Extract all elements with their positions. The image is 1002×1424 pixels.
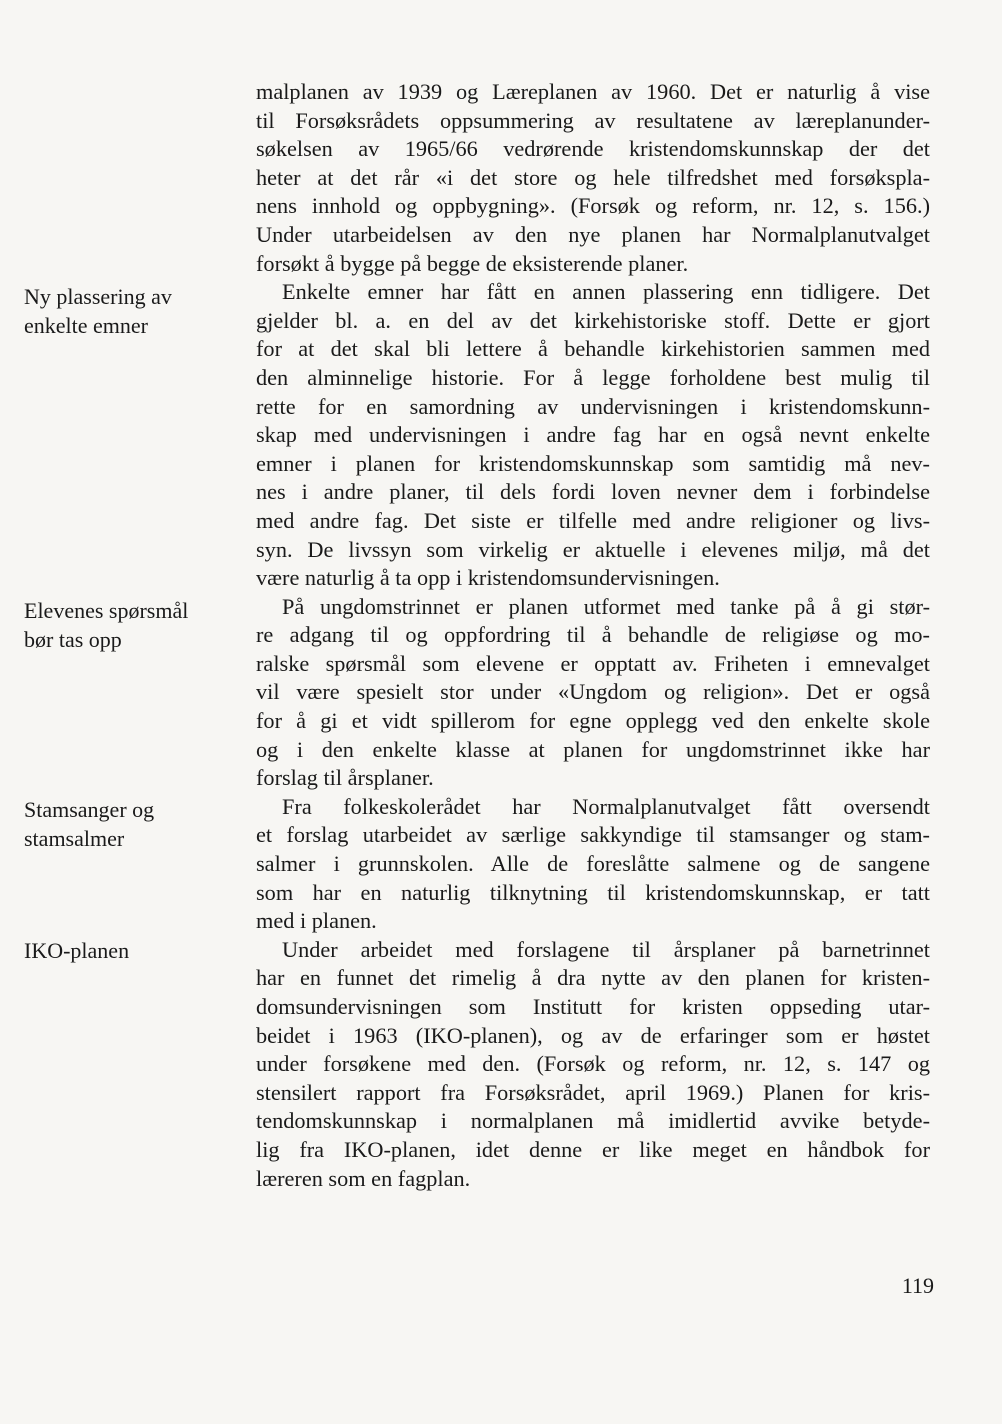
text-line: nens innhold og oppbygning». (Forsøk og reform, nr. 12, s. 156.) <box>256 193 930 219</box>
text-line: På ungdomstrinnet er planen utformet med tanke på å gi stør- <box>282 593 930 619</box>
text-line: Enkelte emner har fått en annen plassering enn tidligere. Det <box>282 279 930 305</box>
text-line: Fra folkeskolerådet har Normalplanutvalget fått oversendt <box>282 793 930 819</box>
paragraph-iko-planen <box>256 936 930 1193</box>
text-line: søkelsen av 1965/66 vedrørende kristendomskunnskap der det <box>256 136 930 162</box>
paragraph-intro <box>256 78 930 278</box>
text-line: for å gi et vidt spillerom for egne opplegg ved den enkelte skole <box>256 708 930 734</box>
text-line: læreren som en fagplan. <box>256 1165 471 1191</box>
text-line: forsøkt å bygge på begge de eksisterende planer. <box>256 250 689 276</box>
text-line: med i planen. <box>256 908 377 934</box>
text-line: Under arbeidet med forslagene til årsplaner på barnetrinnet <box>282 936 930 962</box>
text-line: et forslag utarbeidet av særlige sakkyndige til stamsanger og stam- <box>256 822 930 848</box>
text-line: skap med undervisningen i andre fag har en også nevnt enkelte <box>256 422 930 448</box>
text-line: med andre fag. Det siste er tilfelle med andre religioner og livs- <box>256 507 930 533</box>
text-line: salmer i grunnskolen. Alle de foreslåtte salmene og de sangene <box>256 851 930 877</box>
text-line: stensilert rapport fra Forsøksrådet, april 1969.) Planen for kris- <box>256 1079 930 1105</box>
text-line: re adgang til og oppfordring til å behandle de religiøse og mo- <box>256 622 930 648</box>
margin-note-line: stamsalmer <box>24 825 125 851</box>
text-line: til Forsøksrådets oppsummering av resultatene av læreplanunder- <box>256 107 930 133</box>
paragraph-ny-plassering <box>256 278 930 593</box>
text-line: og i den enkelte klasse at planen for ungdomstrinnet ikke har <box>256 736 930 762</box>
text-line: som har en naturlig tilknytning til kristendomskunnskap, er tatt <box>256 879 930 905</box>
text-line: for at det skal bli lettere å behandle kirkehistorien sammen med <box>256 336 930 362</box>
text-line: forslag til årsplaner. <box>256 765 434 791</box>
text-line: den alminnelige historie. For å legge forholdene best mulig til <box>256 364 930 390</box>
margin-note-elevenes-sporsmal <box>24 597 224 654</box>
text-line: tendomskunnskap i normalplanen må imidlertid avvike betyde- <box>256 1108 930 1134</box>
text-line: Under utarbeidelsen av den nye planen har Normalplanutvalget <box>256 221 930 247</box>
text-line: malplanen av 1939 og Læreplanen av 1960. Det er naturlig å vise <box>256 79 930 104</box>
margin-note-line: Stamsanger og <box>24 797 155 822</box>
paragraph-stamsanger <box>256 793 930 936</box>
text-line: domsundervisningen som Institutt for kristen oppseding utar- <box>256 994 930 1019</box>
margin-note-ny-plassering <box>24 283 224 340</box>
text-line: rette for en samordning av undervisningen i kristendomskunn- <box>256 393 930 419</box>
text-line: ralske spørsmål som elevene er opptatt av. Friheten i emnevalget <box>256 650 930 676</box>
margin-note-iko-planen <box>24 937 224 966</box>
text-line: gjelder bl. a. en del av det kirkehistoriske stoff. Dette er gjort <box>256 307 930 333</box>
margin-note-line: Elevenes spørsmål <box>24 598 189 623</box>
margin-note-line: enkelte emner <box>24 312 148 338</box>
text-line: heter at det rår «i det store og hele tilfredshet med forsøkspla- <box>256 164 930 190</box>
text-line: være naturlig å ta opp i kristendomsundervisningen. <box>256 565 720 591</box>
margin-note-line: Ny plassering av <box>24 284 172 309</box>
text-line: har en funnet det rimelig å dra nytte av den planen for kristen- <box>256 965 930 991</box>
margin-note-line: IKO-planen <box>24 938 130 963</box>
text-line: beidet i 1963 (IKO-planen), og av de erfaringer som er høstet <box>256 1022 930 1048</box>
text-line: syn. De livssyn som virkelig er aktuelle i elevenes miljø, må det <box>256 536 930 562</box>
text-line: emner i planen for kristendomskunnskap som samtidig må nev- <box>256 450 930 476</box>
margin-note-stamsanger <box>24 796 224 853</box>
text-line: vil være spesielt stor under «Ungdom og religion». Det er også <box>256 679 930 705</box>
main-text <box>256 78 930 1193</box>
text-line: lig fra IKO-planen, idet denne er like meget en håndbok for <box>256 1136 930 1162</box>
paragraph-ungdomstrinnet <box>256 593 930 793</box>
text-line: nes i andre planer, til dels fordi loven nevner dem i forbindelse <box>256 479 930 505</box>
page-number: 119 <box>901 1273 934 1298</box>
text-line: under forsøkene med den. (Forsøk og reform, nr. 12, s. 147 og <box>256 1051 930 1077</box>
margin-note-line: bør tas opp <box>24 626 122 652</box>
